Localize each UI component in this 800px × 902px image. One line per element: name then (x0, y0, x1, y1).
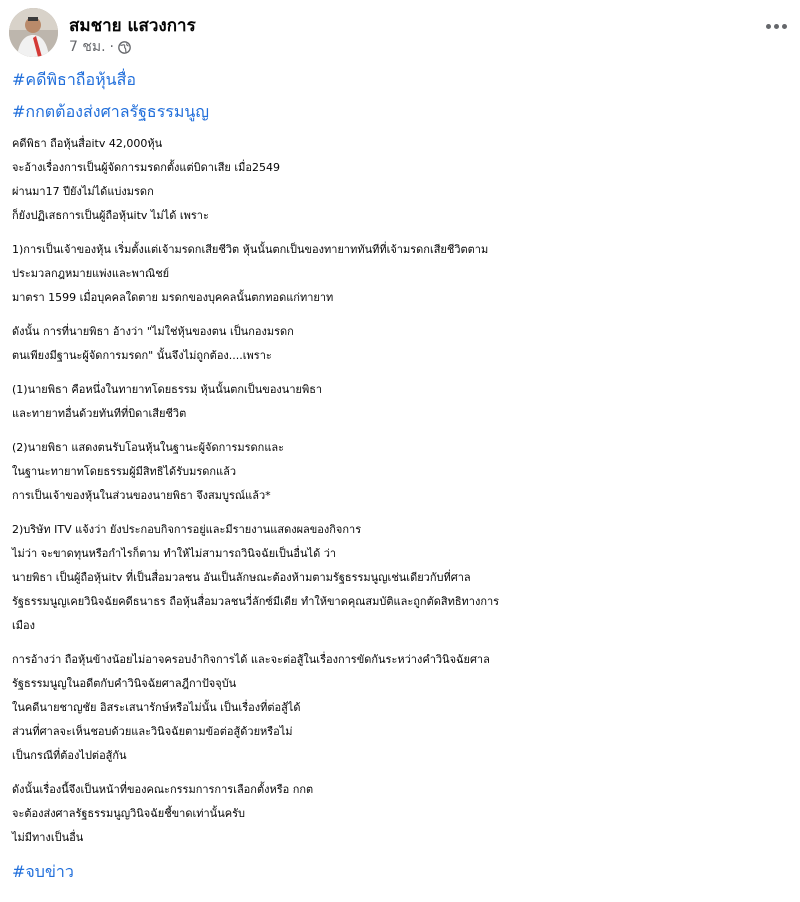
paragraph-line: เป็นกรณีที่ต้องไปต่อสู้กัน (12, 749, 127, 762)
paragraph-line: ในฐานะทายาทโดยธรรมผู้มีสิทธิได้รับมรดกแล้ว (12, 465, 237, 478)
paragraph-line: รัฐธรรมนูญเคยวินิจฉัยคดีธนาธร ถือหุ้นสื่อมวลชนวี่ลักซ์มีเดีย ทำให้ขาดคุณสมบัติและถูกตัดสิทธิทางการ (12, 595, 500, 608)
post-paragraphs (12, 132, 792, 850)
paragraph-line: 2)บริษัท ITV แจ้งว่า ยังประกอบกิจการอยู่และมีรายงานแสดงผลของกิจการ (12, 523, 362, 536)
hashtag-line (12, 100, 792, 124)
paragraph-line: นายพิธา เป็นผู้ถือหุ้นitv ที่เป็นสื่อมวลชน อันเป็นลักษณะต้องห้ามตามรัฐธรรมนูญเช่นเดียวกับที่ศาล (12, 571, 471, 584)
paragraph-line: ส่วนที่ศาลจะเห็นชอบด้วยและวินิจฉัยตามข้อต่อสู้ด้วยหรือไม่ (12, 725, 293, 738)
paragraph-line: ตนเพียงมีฐานะผู้จัดการมรดก" นั้นจึงไม่ถูกต้อง....เพราะ (12, 349, 272, 362)
more-dot (782, 24, 787, 29)
paragraph-line: 1)การเป็นเจ้าของหุ้น เริ่มตั้งแต่เจ้ามรดกเสียชีวิต หุ้นนั้นตกเป็นของทายาททันทีที่เจ้ามรดกเสียชีวิตตาม (12, 243, 489, 256)
paragraph-line: (2)นายพิธา แสดงตนรับโอนหุ้นในฐานะผู้จัดการมรดกและ (12, 441, 285, 454)
paragraph-line: มาตรา 1599 เมื่อบุคคลใดตาย มรดกของบุคคลนั้นตกทอดแก่ทายาท (12, 291, 334, 304)
more-options-button[interactable] (763, 16, 789, 36)
post-paragraph (12, 778, 792, 850)
post-time[interactable]: 7 ชม. (69, 39, 106, 55)
post-body (12, 68, 792, 892)
hashtag-link[interactable]: #คดีพิธาถือหุ้นสื่อ (12, 70, 136, 89)
paragraph-line: ดังนั้นเรื่องนี้จึงเป็นหน้าที่ของคณะกรรมการการเลือกตั้งหรือ กกต (12, 783, 314, 796)
paragraph-line: การอ้างว่า ถือหุ้นข้างน้อยไม่อาจครอบงำกิจการได้ และจะต่อสู้ในเรื่องการขัดกันระหว่างคำวินิจฉัยศาล (12, 653, 490, 666)
paragraph-line: ผ่านมา17 ปียังไม่ได้แบ่งมรดก (12, 185, 154, 198)
paragraph-line: (1)นายพิธา คือหนึ่งในทายาทโดยธรรม หุ้นนั้นตกเป็นของนายพิธา (12, 383, 323, 396)
paragraph-line: ไม่มีทางเป็นอื่น (12, 831, 84, 844)
post-paragraph (12, 648, 792, 768)
hashtag-line (12, 860, 792, 884)
paragraph-line: ไม่ว่า จะขาดทุนหรือกำไรก็ตาม ทำให้ไม่สามารถวินิจฉัยเป็นอื่นได้ ว่า (12, 547, 337, 560)
paragraph-line: เมือง (12, 619, 35, 632)
paragraph-line: การเป็นเจ้าของหุ้นในส่วนของนายพิธา จึงสมบูรณ์แล้ว* (12, 489, 271, 502)
hashtag-link[interactable]: #จบข่าว (12, 862, 74, 881)
post-meta (69, 36, 131, 58)
author-avatar[interactable] (9, 8, 58, 57)
paragraph-line: จะอ้างเรื่องการเป็นผู้จัดการมรดกตั้งแต่บิดาเสีย เมื่อ2549 (12, 161, 280, 174)
paragraph-line: ดังนั้น การที่นายพิธา อ้างว่า "ไม่ใช่หุ้นของตน เป็นกองมรดก (12, 325, 294, 338)
paragraph-line: ในคดีนายชาญชัย อิสระเสนารักษ์หรือไม่นั้น เป็นเรื่องที่ต่อสู้ได้ (12, 701, 301, 714)
paragraph-line: คดีพิธา ถือหุ้นสื่อitv 42,000หุ้น (12, 137, 163, 150)
post-paragraph (12, 518, 792, 638)
post-paragraph (12, 238, 792, 310)
paragraph-line: ก็ยังปฏิเสธการเป็นผู้ถือหุ้นitv ไม่ได้ เพราะ (12, 209, 209, 222)
more-dot (766, 24, 771, 29)
post-paragraph (12, 132, 792, 228)
post-header (9, 8, 791, 58)
post-paragraph (12, 378, 792, 426)
globe-icon (118, 41, 131, 54)
hashtag-line (12, 68, 792, 92)
paragraph-line: และทายาทอื่นด้วยทันทีที่บิดาเสียชีวิต (12, 407, 187, 420)
author-name[interactable]: สมชาย แสวงการ (69, 16, 196, 36)
hashtag-link[interactable]: #กกตต้องส่งศาลรัฐธรรมนูญ (12, 102, 209, 121)
paragraph-line: ประมวลกฎหมายแพ่งและพาณิชย์ (12, 267, 170, 280)
more-dot (774, 24, 779, 29)
paragraph-line: รัฐธรรมนูญในอดีตกับคำวินิจฉัยศาลฎีกาปัจจุบัน (12, 677, 237, 690)
post-paragraph (12, 320, 792, 368)
post-paragraph (12, 436, 792, 508)
paragraph-line: จะต้องส่งศาลรัฐธรรมนูญวินิจฉัยชี้ขาดเท่านั้นครับ (12, 807, 245, 820)
meta-separator: · (109, 39, 114, 55)
